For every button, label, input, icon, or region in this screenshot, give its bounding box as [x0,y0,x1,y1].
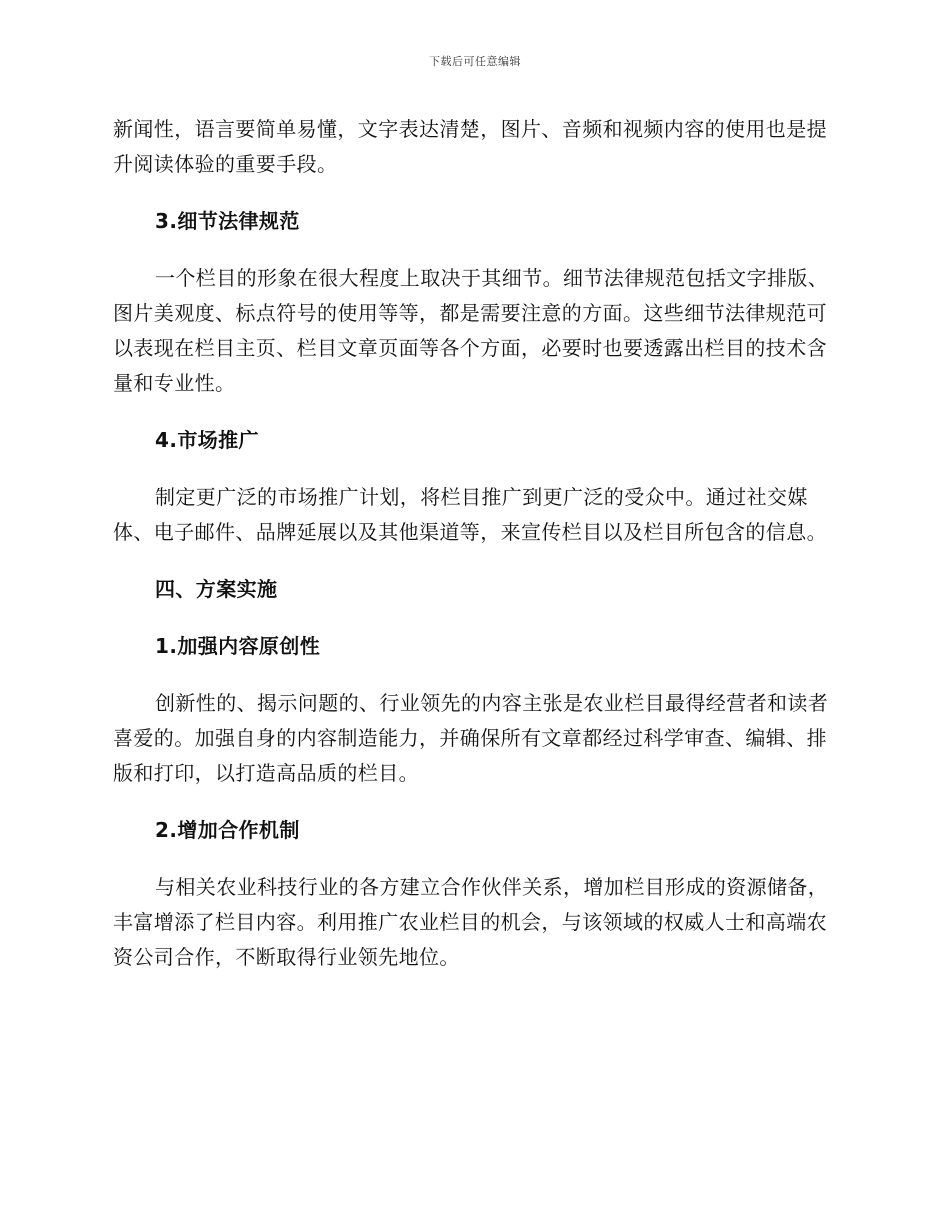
section-heading: 1.加强内容原创性 [155,634,321,658]
paragraph: 制定更广泛的市场推广计划，将栏目推广到更广泛的受众中。通过社交媒体、电子邮件、品牌延展以及其他渠道等，来宣传栏目以及栏目所包含的信息。 [113,485,827,544]
paragraph: 一个栏目的形象在很大程度上取决于其细节。细节法律规范包括文字排版、图片美观度、标点符号的使用等等，都是需要注意的方面。这些细节法律规范可以表现在栏目主页、栏目文章页面等各个方面，必要时也要透露出栏目的技术含量和专业性。 [113,266,829,395]
section-heading: 4.市场推广 [155,428,259,452]
page-header: 下载后可任意编辑 [429,55,521,68]
paragraph: 与相关农业科技行业的各方建立合作伙伴关系，增加栏目形成的资源储备，丰富增添了栏目内容。利用推广农业栏目的机会，与该领域的权威人士和高端农资公司合作，不断取得行业领先地位。 [113,875,829,969]
document-body [113,112,831,997]
paragraph: 新闻性，语言要简单易懂，文字表达清楚，图片、音频和视频内容的使用也是提升阅读体验的重要手段。 [113,117,827,176]
paragraph: 创新性的、揭示问题的、行业领先的内容主张是农业栏目最得经营者和读者喜爱的。加强自身的内容制造能力，并确保所有文章都经过科学审查、编辑、排版和打印，以打造高品质的栏目。 [113,691,829,785]
section-heading: 3.细节法律规范 [155,209,300,233]
section-heading: 2.增加合作机制 [155,818,300,842]
chapter-heading: 四、方案实施 [155,577,278,601]
